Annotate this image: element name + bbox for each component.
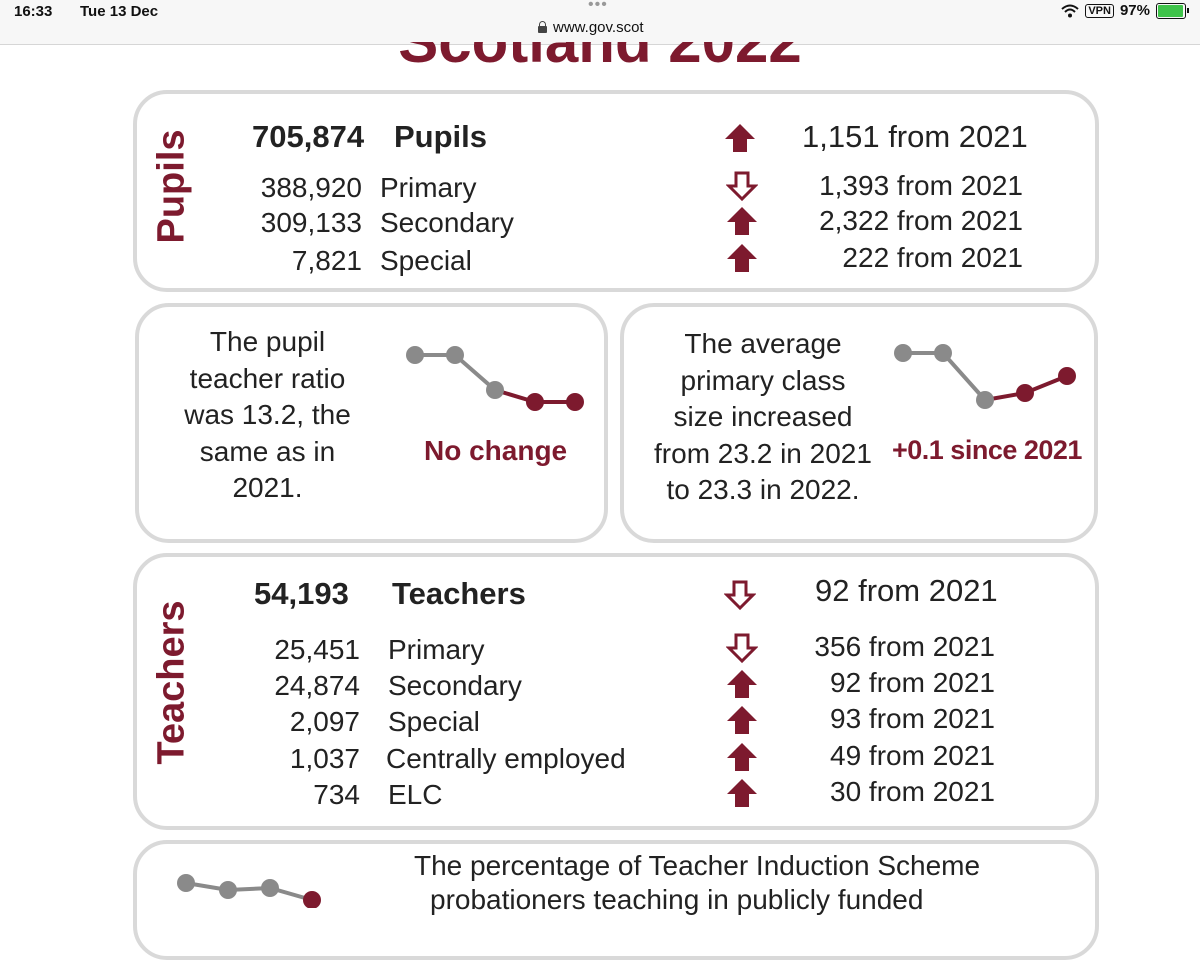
wifi-icon [1061, 4, 1079, 18]
sparkline-point [486, 381, 504, 399]
ratio-line: 2021. [232, 472, 303, 503]
sparkline-point [526, 393, 544, 411]
multitasking-dots-icon[interactable]: ••• [588, 0, 608, 13]
teachers-primary-label: Primary [388, 634, 485, 665]
teachers-special-change: 93 from 2021 [830, 703, 995, 734]
teachers-special-label: Special [388, 706, 480, 737]
teachers-elc-label: ELC [388, 779, 443, 810]
teachers-total-value: 54,193 [254, 576, 349, 611]
up-arrow-icon [726, 205, 758, 237]
teachers-primary-value: 25,451 [274, 634, 360, 665]
down-arrow-icon [724, 579, 756, 611]
teachers-secondary-value: 24,874 [274, 670, 360, 701]
status-indicators [1061, 2, 1186, 19]
up-arrow-icon [726, 242, 758, 274]
teachers-vertical-label: Teachers [150, 600, 193, 765]
pupils-secondary-label: Secondary [380, 207, 514, 238]
up-arrow-icon [726, 777, 758, 809]
status-date: Tue 13 Dec [80, 3, 159, 20]
ratio-line: teacher ratio [189, 362, 346, 394]
pupils-total-value: 705,874 [252, 119, 365, 154]
induction-text-line: The percentage of Teacher Induction Scheme [414, 850, 981, 881]
ratio-line: The pupil [209, 326, 326, 357]
teachers-elc-value: 734 [313, 779, 360, 810]
sparkline-point [261, 879, 279, 897]
ratio-line: same as in [199, 435, 336, 467]
class-size-trend-sparkline [885, 338, 1085, 418]
class-size-line: from 23.2 in 2021 [654, 437, 872, 469]
teachers-secondary-change: 92 from 2021 [830, 667, 995, 698]
down-arrow-icon [726, 632, 758, 664]
sparkline-point [1016, 384, 1034, 402]
status-time: 16:33 [14, 3, 53, 20]
lock-icon [538, 26, 547, 33]
down-arrow-icon [726, 170, 758, 202]
ratio-trend-sparkline [395, 338, 595, 418]
ratio-line: was 13.2, the [184, 399, 351, 430]
up-arrow-icon [726, 668, 758, 700]
pupils-total-change: 1,151 from 2021 [802, 119, 1028, 154]
ratio-caption: No change [424, 435, 568, 466]
sparkline-point [1058, 367, 1076, 385]
battery-icon [1156, 3, 1186, 19]
pupils-secondary-change: 2,322 from 2021 [819, 205, 1023, 236]
teachers-total-change: 92 from 2021 [815, 573, 998, 608]
class-size-line: The average [684, 328, 842, 359]
teachers-central-value: 1,037 [289, 743, 360, 774]
up-arrow-icon [726, 704, 758, 736]
pupils-total-label: Pupils [394, 119, 488, 154]
teachers-total-label: Teachers [392, 576, 526, 611]
teachers-central-label: Centrally employed [386, 743, 626, 774]
sparkline-point [446, 346, 464, 364]
up-arrow-icon [726, 741, 758, 773]
teachers-primary-change: 356 from 2021 [814, 631, 995, 662]
pupils-vertical-label: Pupils [150, 129, 193, 244]
sparkline-point [934, 344, 952, 362]
teachers-central-change: 49 from 2021 [830, 740, 995, 771]
pupils-primary-change: 1,393 from 2021 [819, 170, 1023, 201]
address-bar[interactable] [538, 19, 644, 36]
sparkline-point [566, 393, 584, 411]
up-arrow-icon [724, 122, 756, 154]
vpn-badge: VPN [1085, 4, 1114, 18]
teachers-special-value: 2,097 [289, 706, 360, 737]
sparkline-point [894, 344, 912, 362]
url-text: www.gov.scot [553, 19, 644, 36]
pupils-special-change: 222 from 2021 [842, 242, 1023, 273]
class-size-line: to 23.3 in 2022. [666, 474, 860, 505]
induction-text-line: probationers teaching in publicly funded [430, 884, 924, 915]
class-size-text [628, 326, 898, 509]
class-size-line: primary class [680, 364, 846, 396]
pupils-special-label: Special [380, 245, 472, 276]
pupils-primary-value: 388,920 [260, 172, 362, 203]
pupils-primary-label: Primary [380, 172, 477, 203]
ratio-text [150, 324, 385, 507]
sparkline-point [406, 346, 424, 364]
teachers-elc-change: 30 from 2021 [830, 776, 995, 807]
sparkline-point [177, 874, 195, 892]
status-bar [0, 0, 1200, 45]
class-size-line: size increased [673, 401, 853, 432]
sparkline-point [976, 391, 994, 409]
induction-trend-sparkline [170, 868, 330, 908]
battery-percent: 97% [1119, 2, 1150, 19]
sparkline-point [219, 881, 237, 899]
pupils-special-value: 7,821 [291, 245, 362, 276]
pupils-secondary-value: 309,133 [260, 207, 362, 238]
teachers-secondary-label: Secondary [388, 670, 522, 701]
class-size-caption: +0.1 since 2021 [892, 435, 1082, 465]
